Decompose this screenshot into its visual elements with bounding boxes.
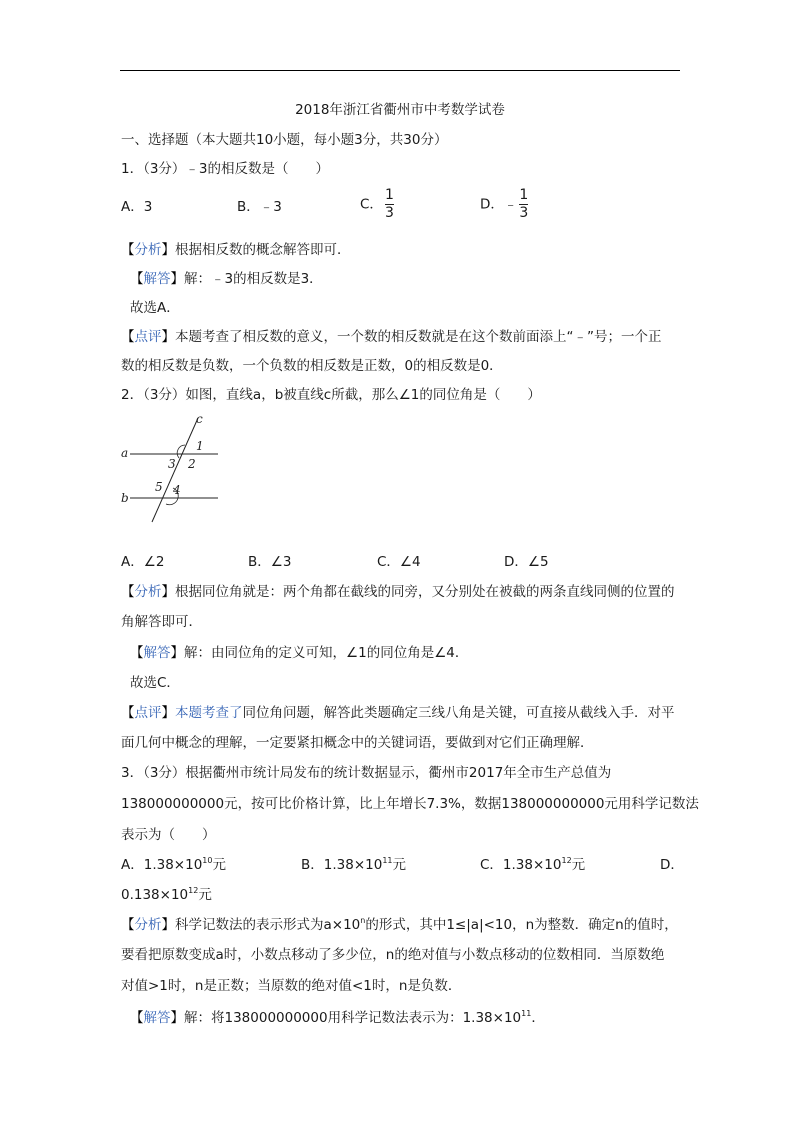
- q3-option-d-exponent: 12: [188, 886, 199, 895]
- q2-option-a: A．∠2: [121, 554, 165, 570]
- label-a: a: [121, 446, 129, 460]
- label-3: 3: [168, 457, 176, 471]
- q1-option-a: A．3: [121, 199, 153, 215]
- q2-analysis-line-2: 角解答即可．: [121, 614, 202, 630]
- q1-comment-line-1: 【点评】本题考查了相反数的意义，一个数的相反数就是在这个数前面添上“﹣”号；一个正: [121, 329, 662, 345]
- q1-option-d-fraction: [519, 188, 528, 221]
- q1-option-c-label: C．: [360, 196, 383, 213]
- q2-option-b: B．∠3: [248, 554, 292, 570]
- label-2: 2: [188, 457, 196, 471]
- q3-answer: 【解答】解：将138000000000用科学记数法表示为：$1.38\times 10^{11}$．: [130, 1009, 545, 1026]
- q1-option-c-fraction: [385, 188, 394, 221]
- q1-comment-line-2: 数的相反数是负数，一个负数的相反数是正数，0的相反数是0．: [121, 358, 503, 374]
- q3-stem-line-3: 表示为（ ）: [121, 827, 216, 843]
- q3-option-a: A．$1.38\times 10^{10}$元: [121, 856, 226, 873]
- q2-answer-tag: 【解答】: [130, 645, 184, 661]
- label-b: b: [121, 491, 129, 505]
- page-title: 2018年浙江省衢州市中考数学试卷: [295, 102, 505, 118]
- q1-analysis: 【分析】根据相反数的概念解答即可．: [121, 242, 351, 258]
- q3-stem-line-2: 138000000000元，按可比价格计算，比上年增长7.3%，数据138000000000元用科学记数法: [121, 796, 699, 812]
- label-1: 1: [196, 439, 204, 453]
- q2-diagram: [116, 414, 226, 526]
- q2-option-c: C．∠4: [377, 554, 421, 570]
- q2-option-d: D．∠5: [504, 554, 549, 570]
- q1-stem: 1．（3分）﹣3的相反数是（ ）: [121, 161, 330, 177]
- q1-option-c: [360, 188, 394, 221]
- q3-analysis-tag: 【分析】: [121, 917, 175, 933]
- label-4: 4: [173, 483, 181, 497]
- q3-analysis-line-3: 对值>1时，n是正数；当原数的绝对值<1时，n是负数．: [121, 978, 462, 994]
- header-rule: [120, 70, 680, 71]
- q3-analysis-line-2: 要看把原数变成a时，小数点移动了多少位，n的绝对值与小数点移动的位数相同．当原数绝: [121, 947, 665, 963]
- q1-answer: 【解答】解：﹣3的相反数是3．: [130, 271, 323, 287]
- q1-option-b: B．﹣3: [237, 199, 282, 215]
- q2-comment-line-2: 面几何中概念的理解，一定要紧扣概念中的关键词语，要做到对它们正确理解．: [121, 735, 594, 751]
- q1-comment-tag: 【点评】: [121, 329, 175, 345]
- q1-option-d-numerator: 1: [519, 187, 529, 203]
- q2-analysis-tag: 【分析】: [121, 584, 175, 600]
- section-heading: 一、选择题（本大题共10小题，每小题3分，共30分）: [121, 132, 448, 148]
- q2-stem: 2．（3分）如图，直线a，b被直线c所截，那么∠1的同位角是（ ）: [121, 387, 541, 403]
- q2-analysis-line-1: 【分析】根据同位角就是：两个角都在截线的同旁，又分别处在被截的两条直线同侧的位置的: [121, 584, 675, 600]
- q3-option-d-label: D．: [660, 857, 684, 873]
- q3-option-c: C．$1.38\times 10^{12}$元: [480, 856, 586, 873]
- q3-option-c-exponent: 12: [561, 856, 572, 865]
- q3-analysis-line-1: 【分析】科学记数法的表示形式为$a\times 10^n$的形式，其中1≤|a|<10，n为整数．确定n的值时，: [121, 916, 678, 933]
- q1-answer-tag: 【解答】: [130, 271, 184, 287]
- q3-option-b-exponent: 11: [382, 856, 393, 865]
- q2-answer: 【解答】解：由同位角的定义可知，∠1的同位角是∠4．: [130, 645, 469, 661]
- q1-option-c-denominator: 3: [384, 205, 394, 221]
- label-5: 5: [155, 480, 163, 494]
- q3-stem-line-1: 3．（3分）根据衢州市统计局发布的统计数据显示，衢州市2017年全市生产总值为: [121, 765, 612, 781]
- q2-comment-line-1: 【点评】本题考查了同位角问题，解答此类题确定三线八角是关键，可直接从截线入手．对平: [121, 705, 675, 721]
- q1-choose: 故选A．: [130, 300, 180, 316]
- q2-choose: 故选C．: [130, 675, 180, 691]
- q3-option-b: B．$1.38\times 10^{11}$元: [301, 856, 406, 873]
- q1-option-c-numerator: 1: [384, 187, 394, 203]
- q1-option-d-denominator: 3: [519, 205, 529, 221]
- label-c: c: [196, 414, 203, 426]
- q3-option-a-exponent: 10: [202, 856, 213, 865]
- q2-comment-tag: 【点评】本题考查了: [121, 705, 243, 721]
- q1-option-d-label: D．﹣: [480, 196, 518, 213]
- q1-analysis-tag: 【分析】: [121, 242, 175, 258]
- q1-option-d: [480, 188, 528, 221]
- q3-answer-tag: 【解答】: [130, 1010, 184, 1026]
- q3-option-d: $0.138\times 10^{12}$元: [121, 886, 212, 903]
